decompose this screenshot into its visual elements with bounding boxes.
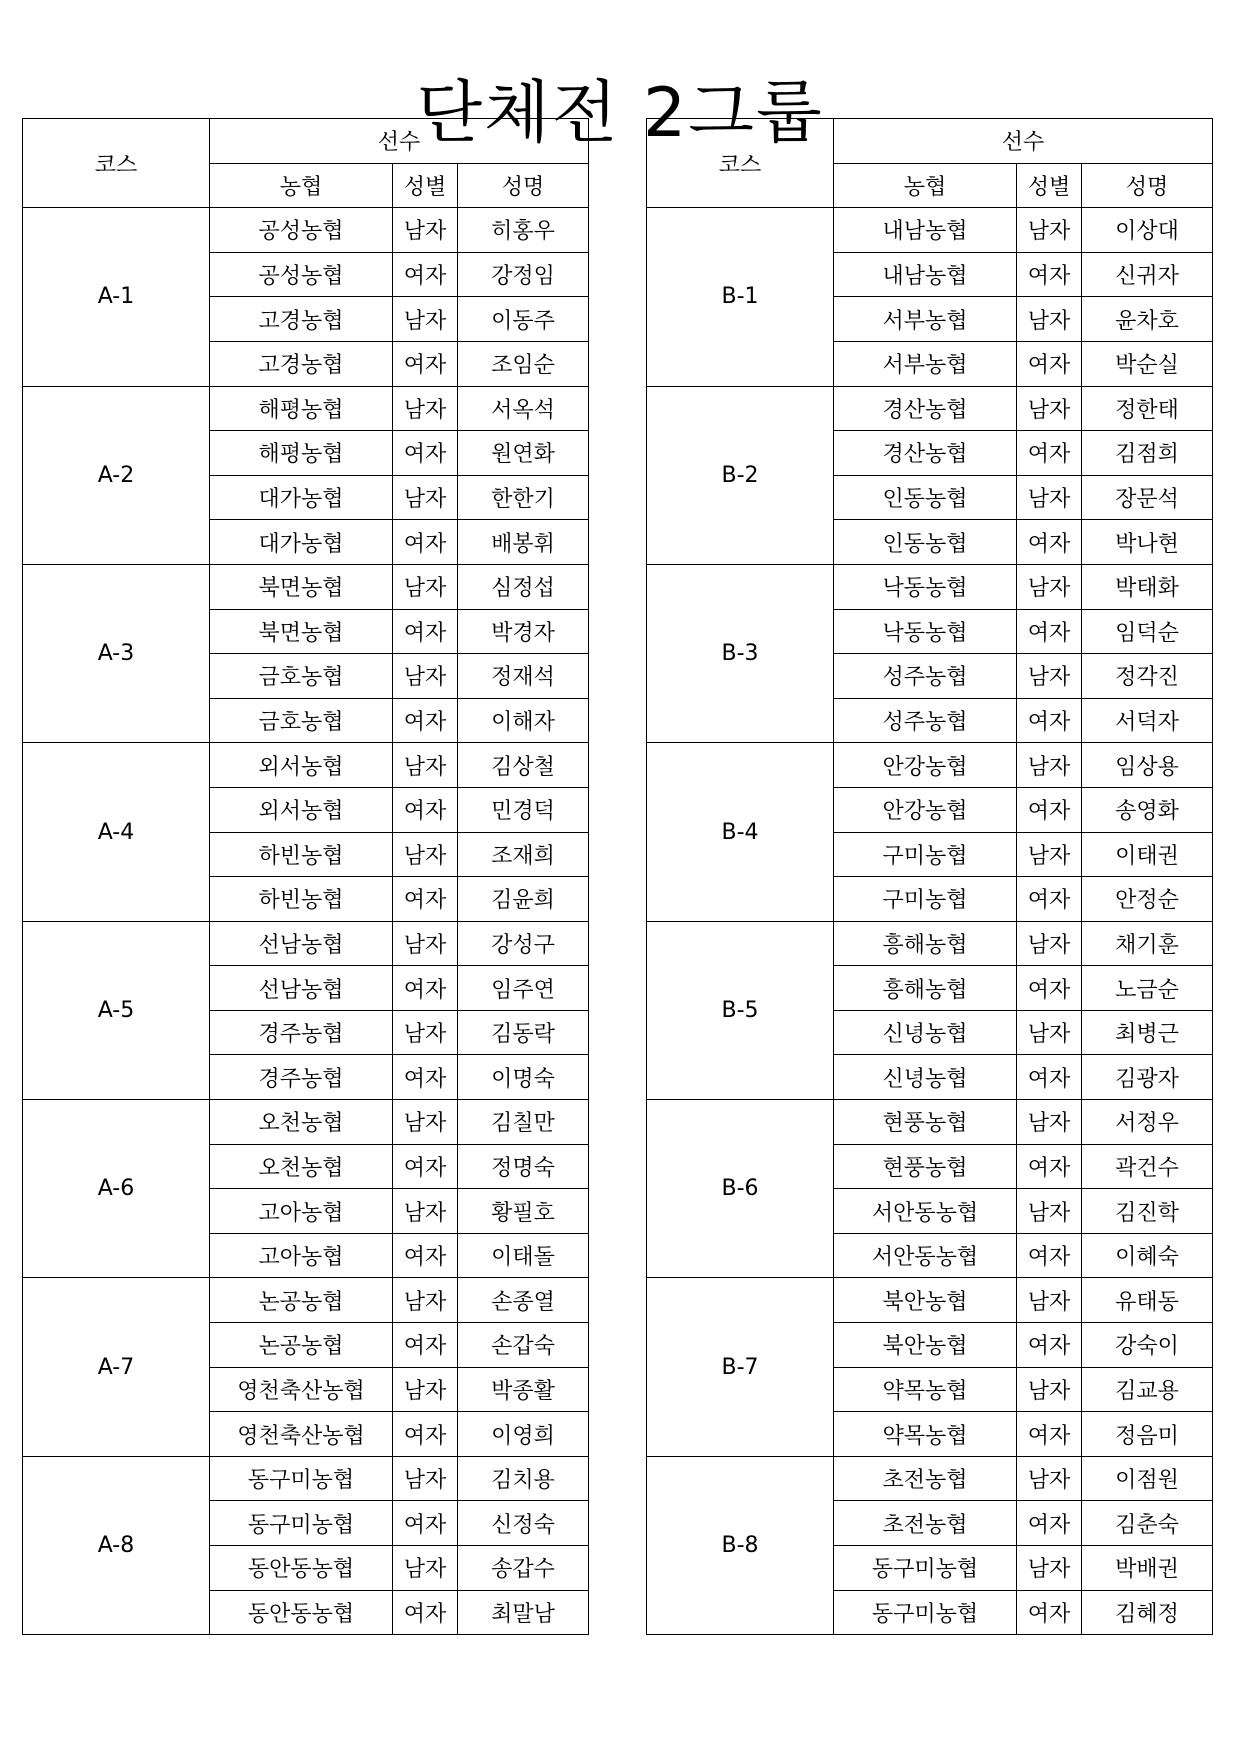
course-cell: B-2 [647,386,834,564]
player-name-cell: 김상철 [458,743,589,788]
player-name-cell: 이태권 [1082,832,1213,877]
gender-cell: 여자 [1017,1590,1082,1635]
coop-cell: 안강농협 [834,743,1017,788]
coop-cell: 영천축산농협 [210,1412,393,1457]
player-name-cell: 히홍우 [458,208,589,253]
player-name-cell: 강정임 [458,252,589,297]
player-name-cell: 민경덕 [458,787,589,832]
coop-cell: 외서농협 [210,787,393,832]
gender-cell: 남자 [1017,1367,1082,1412]
header-players: 선수 [210,119,589,164]
player-name-cell: 송영화 [1082,787,1213,832]
course-cell: B-8 [647,1456,834,1634]
coop-cell: 약목농협 [834,1412,1017,1457]
player-name-cell: 박태화 [1082,564,1213,609]
gender-cell: 여자 [1017,520,1082,565]
table-body [23,208,589,1635]
gender-cell: 여자 [393,1144,458,1189]
gender-cell: 남자 [1017,832,1082,877]
gender-cell: 남자 [1017,1456,1082,1501]
coop-cell: 대가농협 [210,520,393,565]
player-name-cell: 최말남 [458,1590,589,1635]
table-row [23,564,589,609]
gender-cell: 여자 [1017,1144,1082,1189]
player-name-cell: 김윤희 [458,877,589,922]
coop-cell: 서부농협 [834,341,1017,386]
player-name-cell: 김교용 [1082,1367,1213,1412]
player-name-cell: 박경자 [458,609,589,654]
coop-cell: 구미농협 [834,877,1017,922]
player-name-cell: 곽건수 [1082,1144,1213,1189]
coop-cell: 안강농협 [834,787,1017,832]
header-name: 성명 [1082,163,1213,208]
gender-cell: 여자 [393,1233,458,1278]
player-name-cell: 심정섭 [458,564,589,609]
course-cell: B-3 [647,564,834,742]
coop-cell: 경주농협 [210,1010,393,1055]
gender-cell: 여자 [393,520,458,565]
gender-cell: 여자 [1017,609,1082,654]
coop-cell: 해평농협 [210,386,393,431]
coop-cell: 공성농협 [210,252,393,297]
player-name-cell: 김치용 [458,1456,589,1501]
gender-cell: 남자 [393,386,458,431]
gender-cell: 남자 [1017,1010,1082,1055]
gender-cell: 여자 [1017,1412,1082,1457]
coop-cell: 초전농협 [834,1456,1017,1501]
course-cell: A-6 [23,1100,210,1278]
coop-cell: 논공농협 [210,1323,393,1368]
gender-cell: 여자 [1017,787,1082,832]
player-name-cell: 이상대 [1082,208,1213,253]
coop-cell: 성주농협 [834,654,1017,699]
player-name-cell: 유태동 [1082,1278,1213,1323]
gender-cell: 여자 [393,698,458,743]
course-cell: A-4 [23,743,210,921]
coop-cell: 하빈농협 [210,832,393,877]
coop-cell: 고경농협 [210,297,393,342]
gender-cell: 남자 [1017,743,1082,788]
table-row [647,386,1213,431]
header-course: 코스 [647,119,834,208]
player-name-cell: 김춘숙 [1082,1501,1213,1546]
table-row [23,743,589,788]
coop-cell: 선남농협 [210,966,393,1011]
gender-cell: 남자 [393,564,458,609]
course-cell: A-7 [23,1278,210,1456]
header-name: 성명 [458,163,589,208]
table-row [647,564,1213,609]
coop-cell: 북안농협 [834,1323,1017,1368]
player-name-cell: 채기훈 [1082,921,1213,966]
player-name-cell: 배봉휘 [458,520,589,565]
header-coop: 농협 [210,163,393,208]
coop-cell: 초전농협 [834,1501,1017,1546]
coop-cell: 내남농협 [834,208,1017,253]
gender-cell: 남자 [1017,475,1082,520]
coop-cell: 성주농협 [834,698,1017,743]
course-cell: B-5 [647,921,834,1099]
player-name-cell: 이명숙 [458,1055,589,1100]
table-row [23,1100,589,1145]
gender-cell: 남자 [1017,654,1082,699]
gender-cell: 남자 [1017,1100,1082,1145]
coop-cell: 금호농협 [210,654,393,699]
gender-cell: 남자 [393,1367,458,1412]
coop-cell: 오천농협 [210,1144,393,1189]
gender-cell: 남자 [1017,386,1082,431]
player-name-cell: 장문석 [1082,475,1213,520]
player-name-cell: 임덕순 [1082,609,1213,654]
gender-cell: 남자 [393,208,458,253]
gender-cell: 여자 [1017,966,1082,1011]
coop-cell: 경산농협 [834,431,1017,476]
player-name-cell: 조재희 [458,832,589,877]
gender-cell: 남자 [393,1456,458,1501]
gender-cell: 남자 [393,475,458,520]
player-name-cell: 이혜숙 [1082,1233,1213,1278]
player-name-cell: 김점희 [1082,431,1213,476]
gender-cell: 여자 [1017,1501,1082,1546]
gender-cell: 남자 [1017,921,1082,966]
gender-cell: 남자 [393,1010,458,1055]
coop-cell: 금호농협 [210,698,393,743]
gender-cell: 여자 [393,966,458,1011]
gender-cell: 남자 [1017,1278,1082,1323]
player-name-cell: 정명숙 [458,1144,589,1189]
coop-cell: 인동농협 [834,475,1017,520]
coop-cell: 고경농협 [210,341,393,386]
table-row [23,1456,589,1501]
course-cell: B-4 [647,743,834,921]
player-name-cell: 임상용 [1082,743,1213,788]
table-row [647,743,1213,788]
player-name-cell: 이해자 [458,698,589,743]
gender-cell: 여자 [393,1323,458,1368]
player-name-cell: 서옥석 [458,386,589,431]
player-name-cell: 김동락 [458,1010,589,1055]
gender-cell: 여자 [393,609,458,654]
table-row [647,208,1213,253]
coop-cell: 북안농협 [834,1278,1017,1323]
table-row [647,1278,1213,1323]
coop-cell: 영천축산농협 [210,1367,393,1412]
player-name-cell: 김칠만 [458,1100,589,1145]
player-name-cell: 원연화 [458,431,589,476]
player-name-cell: 강숙이 [1082,1323,1213,1368]
gender-cell: 남자 [393,1278,458,1323]
gender-cell: 남자 [393,743,458,788]
coop-cell: 서부농협 [834,297,1017,342]
player-name-cell: 김광자 [1082,1055,1213,1100]
player-name-cell: 황필호 [458,1189,589,1234]
course-cell: B-6 [647,1100,834,1278]
player-name-cell: 최병근 [1082,1010,1213,1055]
player-name-cell: 김진학 [1082,1189,1213,1234]
gender-cell: 여자 [1017,877,1082,922]
gender-cell: 남자 [393,297,458,342]
gender-cell: 여자 [393,1590,458,1635]
player-name-cell: 박순실 [1082,341,1213,386]
course-cell: A-2 [23,386,210,564]
gender-cell: 여자 [1017,1323,1082,1368]
coop-cell: 신녕농협 [834,1055,1017,1100]
gender-cell: 남자 [393,1189,458,1234]
gender-cell: 여자 [1017,431,1082,476]
gender-cell: 남자 [393,654,458,699]
gender-cell: 남자 [1017,1189,1082,1234]
coop-cell: 동안동농협 [210,1546,393,1591]
coop-cell: 구미농협 [834,832,1017,877]
gender-cell: 여자 [1017,1055,1082,1100]
gender-cell: 여자 [1017,698,1082,743]
table-row [647,921,1213,966]
player-name-cell: 박나현 [1082,520,1213,565]
coop-cell: 낙동농협 [834,564,1017,609]
coop-cell: 해평농협 [210,431,393,476]
table-body [647,208,1213,1635]
coop-cell: 흥해농협 [834,966,1017,1011]
gender-cell: 여자 [393,877,458,922]
gender-cell: 남자 [1017,1546,1082,1591]
player-name-cell: 노금순 [1082,966,1213,1011]
player-name-cell: 이영희 [458,1412,589,1457]
group-table-a [22,118,589,1635]
course-cell: A-8 [23,1456,210,1634]
table-row [23,921,589,966]
coop-cell: 경주농협 [210,1055,393,1100]
coop-cell: 고아농협 [210,1189,393,1234]
header-gender: 성별 [393,163,458,208]
coop-cell: 약목농협 [834,1367,1017,1412]
coop-cell: 오천농협 [210,1100,393,1145]
gender-cell: 여자 [393,252,458,297]
coop-cell: 흥해농협 [834,921,1017,966]
player-name-cell: 안정순 [1082,877,1213,922]
coop-cell: 하빈농협 [210,877,393,922]
player-name-cell: 박배권 [1082,1546,1213,1591]
course-cell: A-5 [23,921,210,1099]
gender-cell: 남자 [393,1100,458,1145]
player-name-cell: 조임순 [458,341,589,386]
coop-cell: 동구미농협 [210,1456,393,1501]
coop-cell: 내남농협 [834,252,1017,297]
group-table-b [646,118,1213,1635]
gender-cell: 남자 [1017,564,1082,609]
player-name-cell: 서덕자 [1082,698,1213,743]
header-gender: 성별 [1017,163,1082,208]
header-course: 코스 [23,119,210,208]
table-row [647,1100,1213,1145]
gender-cell: 남자 [1017,208,1082,253]
table-row [647,1456,1213,1501]
coop-cell: 선남농협 [210,921,393,966]
player-name-cell: 박종활 [458,1367,589,1412]
header-coop: 농협 [834,163,1017,208]
gender-cell: 여자 [393,787,458,832]
coop-cell: 경산농협 [834,386,1017,431]
player-name-cell: 정재석 [458,654,589,699]
coop-cell: 동구미농협 [834,1590,1017,1635]
player-name-cell: 이동주 [458,297,589,342]
player-name-cell: 신정숙 [458,1501,589,1546]
coop-cell: 동구미농협 [210,1501,393,1546]
player-name-cell: 강성구 [458,921,589,966]
coop-cell: 공성농협 [210,208,393,253]
coop-cell: 동안동농협 [210,1590,393,1635]
gender-cell: 여자 [1017,341,1082,386]
page-title: 단체전 2그룹 [416,73,824,153]
gender-cell: 남자 [393,921,458,966]
gender-cell: 여자 [393,1412,458,1457]
coop-cell: 외서농협 [210,743,393,788]
course-cell: B-1 [647,208,834,386]
course-cell: A-3 [23,564,210,742]
coop-cell: 북면농협 [210,564,393,609]
coop-cell: 낙동농협 [834,609,1017,654]
player-name-cell: 윤차호 [1082,297,1213,342]
gender-cell: 여자 [393,341,458,386]
player-name-cell: 송갑수 [458,1546,589,1591]
gender-cell: 여자 [393,1501,458,1546]
coop-cell: 논공농협 [210,1278,393,1323]
coop-cell: 신녕농협 [834,1010,1017,1055]
player-name-cell: 김혜정 [1082,1590,1213,1635]
coop-cell: 서안동농협 [834,1189,1017,1234]
course-cell: A-1 [23,208,210,386]
header-players: 선수 [834,119,1213,164]
coop-cell: 인동농협 [834,520,1017,565]
player-name-cell: 손종열 [458,1278,589,1323]
gender-cell: 여자 [393,1055,458,1100]
player-name-cell: 신귀자 [1082,252,1213,297]
player-name-cell: 이점원 [1082,1456,1213,1501]
coop-cell: 북면농협 [210,609,393,654]
player-name-cell: 임주연 [458,966,589,1011]
player-name-cell: 정한태 [1082,386,1213,431]
coop-cell: 동구미농협 [834,1546,1017,1591]
coop-cell: 현풍농협 [834,1100,1017,1145]
player-name-cell: 이태돌 [458,1233,589,1278]
table-row [23,386,589,431]
coop-cell: 현풍농협 [834,1144,1017,1189]
player-name-cell: 서정우 [1082,1100,1213,1145]
coop-cell: 서안동농협 [834,1233,1017,1278]
table-row [23,208,589,253]
table-row [23,1278,589,1323]
player-name-cell: 정음미 [1082,1412,1213,1457]
coop-cell: 고아농협 [210,1233,393,1278]
player-name-cell: 손갑숙 [458,1323,589,1368]
gender-cell: 남자 [1017,297,1082,342]
gender-cell: 남자 [393,1546,458,1591]
course-cell: B-7 [647,1278,834,1456]
gender-cell: 여자 [1017,1233,1082,1278]
gender-cell: 여자 [1017,252,1082,297]
player-name-cell: 정각진 [1082,654,1213,699]
coop-cell: 대가농협 [210,475,393,520]
gender-cell: 남자 [393,832,458,877]
gender-cell: 여자 [393,431,458,476]
player-name-cell: 한한기 [458,475,589,520]
